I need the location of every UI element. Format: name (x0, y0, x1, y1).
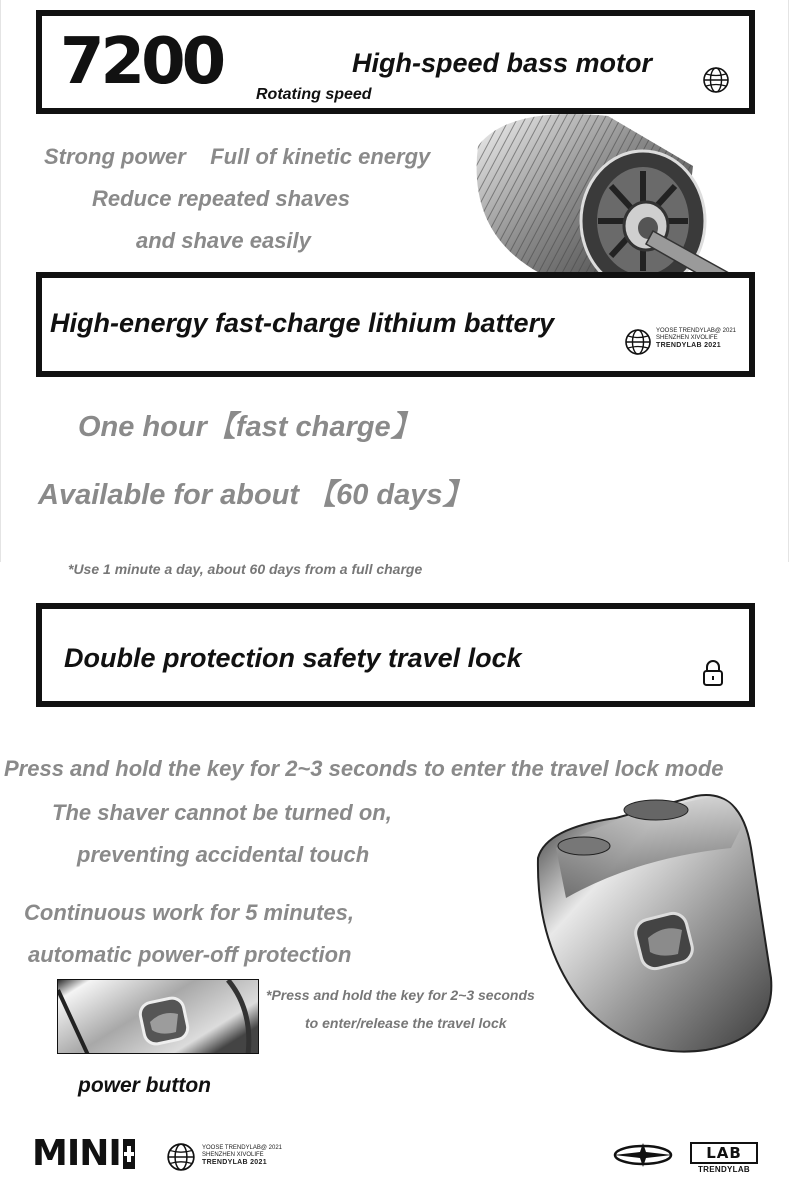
right-edge-line (788, 0, 789, 562)
battery-title: High-energy fast-charge lithium battery (50, 308, 555, 338)
globe-icon (702, 66, 730, 94)
motor-line-3: and shave easily (136, 228, 311, 253)
stamp-line-1: YOOSE TRENDYLAB@ 2021 (656, 328, 737, 334)
motor-line-2: Reduce repeated shaves (92, 186, 351, 211)
lab-badge-text: LAB (690, 1142, 758, 1164)
lab-badge-sub: TRENDYLAB (697, 1165, 751, 1174)
power-button-inset (57, 979, 259, 1054)
lock-line-1: Press and hold the key for 2~3 seconds to enter the travel lock mode (4, 756, 724, 781)
stamp-line-2: SHENZHEN XIVOLIFE (656, 335, 718, 341)
globe-icon (166, 1142, 196, 1172)
footer-stamp-line-3: TRENDYLAB 2021 (202, 1159, 267, 1166)
left-edge-line (0, 0, 1, 562)
mini-logo-text: MINI (32, 1133, 121, 1174)
lock-line-3: preventing accidental touch (77, 842, 370, 867)
globe-icon (624, 328, 652, 356)
battery-footnote: *Use 1 minute a day, about 60 days from a full charge (68, 561, 423, 577)
fast-charge-line: One hour【fast charge】 (78, 411, 420, 443)
trendylab-stamp (656, 328, 736, 349)
lock-line-5: automatic power-off protection (28, 942, 352, 967)
lock-note-2: to enter/release the travel lock (305, 1015, 507, 1031)
lock-line-4: Continuous work for 5 minutes, (24, 900, 355, 925)
lock-title-box (36, 603, 755, 707)
footer-stamp (202, 1145, 282, 1166)
rpm-unit-label: Rotating speed (256, 86, 372, 103)
motor-line-1: Strong power Full of kinetic energy (44, 144, 431, 169)
lock-icon (702, 659, 724, 687)
shaver-image (526, 788, 778, 1058)
motor-title-box (36, 10, 755, 114)
sixty-days-line: Available for about 【60 days】 (38, 479, 472, 511)
power-button-caption: power button (78, 1074, 211, 1097)
lock-note-1: *Press and hold the key for 2~3 seconds (266, 987, 535, 1003)
lab-badge (690, 1142, 758, 1175)
lock-title: Double protection safety travel lock (64, 643, 522, 673)
mini-logo (32, 1134, 135, 1174)
star-oval-logo-icon (612, 1142, 674, 1173)
footer-stamp-line-2: SHENZHEN XIVOLIFE (202, 1152, 264, 1158)
battery-title-box (36, 272, 755, 377)
rpm-number: 7200 (60, 25, 223, 99)
footer-stamp-line-1: YOOSE TRENDYLAB@ 2021 (202, 1145, 283, 1151)
lock-line-2: The shaver cannot be turned on, (52, 800, 392, 825)
motor-title: High-speed bass motor (352, 48, 653, 78)
stamp-line-3: TRENDYLAB 2021 (656, 342, 721, 349)
